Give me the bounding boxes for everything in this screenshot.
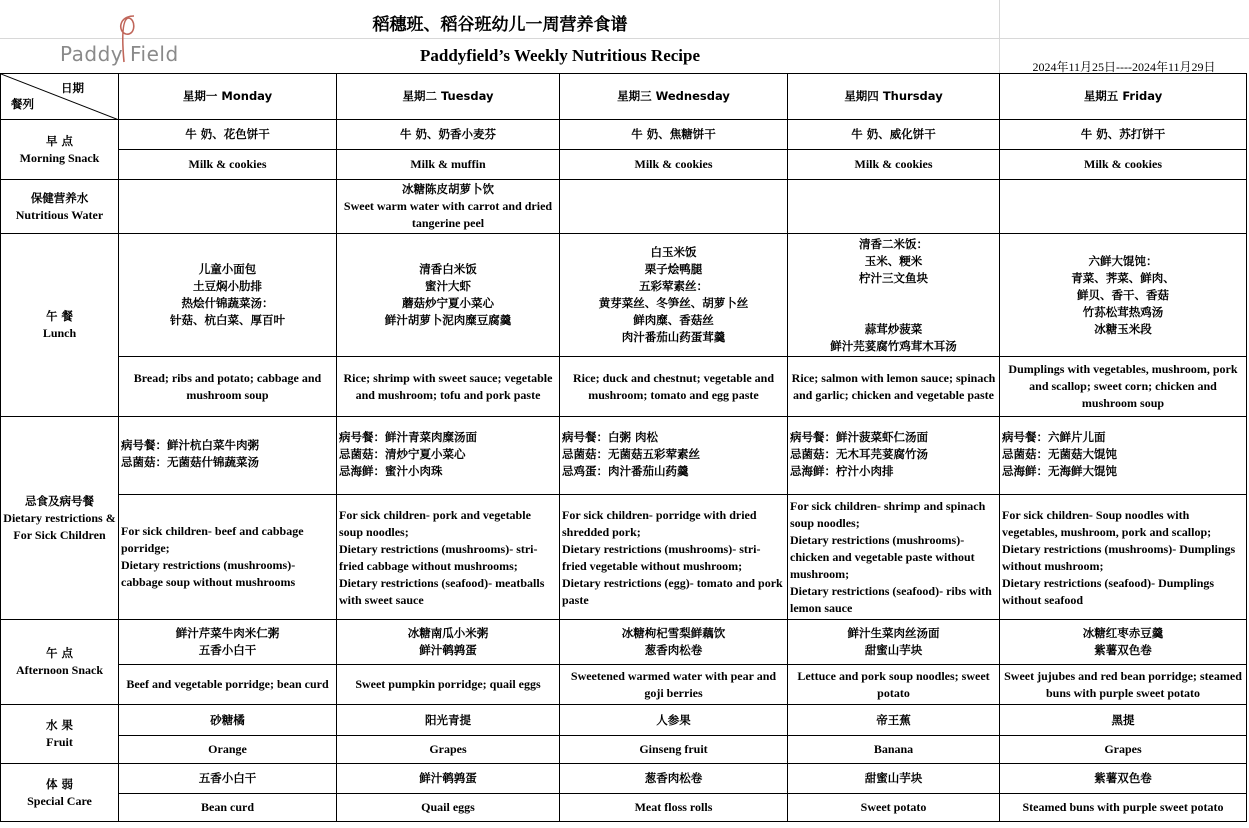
afternoon-en-fri: Sweet jujubes and red bean porridge; steamed buns with purple sweet potato [1000,665,1247,705]
care-cn-wed: 葱香肉松卷 [560,764,788,794]
water-wed [560,180,788,234]
afternoon-cn-wed-text: 冰糖枸杞雪梨鲜藕饮 葱香肉松卷 [621,626,726,657]
morning-cn-mon: 牛 奶、花色饼干 [119,120,337,150]
diet-cn-wed-text: 病号餐：白粥 肉松 忌菌菇：无菌菇五彩荤素丝 忌鸡蛋：肉汁番茄山药羹 [562,430,700,478]
lunch-cn-wed [560,234,788,357]
morning-snack-row-en [1,150,1247,180]
morning-en-mon: Milk & cookies [119,150,337,180]
lunch-en-tue: Rice; shrimp with sweet sauce; vegetable and mushroom; tofu and pork paste [337,357,560,417]
special-care-row-cn [1,764,1247,794]
fruit-en-thu: Banana [788,736,1000,764]
water-thu [788,180,1000,234]
lunch-cn-mon [119,234,337,357]
care-cn-mon: 五香小白干 [119,764,337,794]
diet-en-fri [1000,495,1247,620]
care-en-thu: Sweet potato [788,794,1000,822]
fruit-cn-tue: 阳光青提 [337,705,560,736]
care-cn-tue: 鲜汁鹌鹑蛋 [337,764,560,794]
meal-label-cn: 忌食及病号餐 [25,493,94,508]
nutritious-water-row [1,180,1247,234]
afternoon-cn-fri-text: 冰糖红枣赤豆羹 紫薯双色卷 [1082,626,1164,657]
meal-label-afternoon-snack [1,620,119,705]
diet-en-mon-text: For sick children- beef and cabbage porridge; Dietary restrictions (mushrooms)- cabbage soup without mushrooms [121,524,304,589]
corner-cell [1,74,119,120]
water-tue-cn: 冰糖陈皮胡萝卜饮 [402,182,494,196]
meal-label-fruit [1,705,119,764]
meal-label-en: Fruit [46,735,73,749]
afternoon-cn-tue-text: 冰糖南瓜小米粥 鲜汁鹌鹑蛋 [407,626,489,657]
lunch-cn-tue [337,234,560,357]
page-title-cn: 稻穗班、稻谷班幼儿一周营养食谱 [372,15,628,35]
water-mon [119,180,337,234]
day-header-row [1,74,1247,120]
afternoon-cn-thu [788,620,1000,665]
meal-label-cn: 水 果 [45,718,73,732]
lunch-en-mon: Bread; ribs and potato; cabbage and mushroom soup [119,357,337,417]
recipe-table [0,73,1247,822]
lunch-cn-tue-text: 清香白米饭 蜜汁大虾 蘑菇炒宁夏小菜心 鲜汁胡萝卜泥肉糜豆腐羹 [384,262,512,327]
afternoon-snack-row-en [1,665,1247,705]
morning-en-thu: Milk & cookies [788,150,1000,180]
care-cn-fri: 紫薯双色卷 [1000,764,1247,794]
day-header-wednesday: 星期三 Wednesday [560,74,788,120]
meal-label-dietary [1,417,119,620]
date-range: 2024年11月25日----2024年11月29日 [1032,60,1216,74]
lunch-cn-thu-text: 清香二米饭： 玉米、粳米 柠汁三文鱼块 蒜茸炒菠菜 鲜汁芫荽腐竹鸡茸木耳汤 [830,236,957,353]
day-header-monday: 星期一 Monday [119,74,337,120]
diet-row-en [1,495,1247,620]
page-title-en: Paddyfield’s Weekly Nutritious Recipe [419,46,701,65]
afternoon-cn-mon-text: 鲜汁芹菜牛肉米仁粥 五香小白干 [175,626,280,657]
fruit-cn-mon: 砂糖橘 [119,705,337,736]
meal-label-nutritious-water [1,180,119,234]
meal-label-morning-snack [1,120,119,180]
fruit-en-fri: Grapes [1000,736,1247,764]
meal-label-en: Dietary restrictions & For Sick Children [3,510,116,542]
afternoon-cn-fri [1000,620,1247,665]
morning-cn-thu: 牛 奶、威化饼干 [788,120,1000,150]
meal-label-cn: 午 餐 [45,309,73,323]
fruit-cn-wed: 人参果 [560,705,788,736]
meal-label-en: Special Care [27,793,92,808]
afternoon-cn-mon [119,620,337,665]
corner-meal-label: 餐列 [11,97,34,111]
afternoon-cn-thu-text: 鲜汁生菜肉丝汤面 甜蜜山芋块 [847,626,940,657]
morning-cn-tue: 牛 奶、奶香小麦芬 [337,120,560,150]
meal-label-special-care [1,764,119,822]
meal-label-cn: 体 弱 [45,776,73,791]
water-fri [1000,180,1247,234]
lunch-cn-mon-text: 儿童小面包 土豆焖小肋排 热烩什锦蔬菜汤： 针菇、杭白菜、厚百叶 [170,262,285,327]
lunch-row-en [1,357,1247,417]
fruit-en-tue: Grapes [337,736,560,764]
fruit-row-cn [1,705,1247,736]
day-header-friday: 星期五 Friday [1000,74,1247,120]
lunch-cn-fri [1000,234,1247,357]
meal-label-en: Afternoon Snack [15,663,103,677]
afternoon-en-tue: Sweet pumpkin porridge; quail eggs [337,665,560,705]
day-header-thursday: 星期四 Thursday [788,74,1000,120]
diet-cn-tue-text: 病号餐：鲜汁青菜肉糜汤面 忌菌菇：清炒宁夏小菜心 忌海鲜：蜜汁小肉珠 [339,430,477,478]
morning-en-fri: Milk & cookies [1000,150,1247,180]
meal-label-lunch [1,234,119,417]
diet-cn-thu-text: 病号餐：鲜汁菠菜虾仁汤面 忌菌菇：无木耳芫荽腐竹汤 忌海鲜：柠汁小肉排 [790,430,928,478]
care-en-mon: Bean curd [119,794,337,822]
diet-en-thu-text: For sick children- shrimp and spinach soup noodles; Dietary restrictions (mushrooms)- chicken and vegetable paste without mushroom; Dietary restrictions (seafood)- ribs with lemon sauce [790,499,992,615]
lunch-en-thu: Rice; salmon with lemon sauce; spinach and garlic; chicken and vegetable paste [788,357,1000,417]
diet-en-mon [119,495,337,620]
diet-en-thu [788,495,1000,620]
care-cn-thu: 甜蜜山芋块 [788,764,1000,794]
lunch-cn-fri-text: 六鲜大馄饨： 青菜、荠菜、鲜肉、 鲜贝、香干、香菇 竹荪松茸热鸡汤 冰糖玉米段 [1071,253,1175,336]
header-gridline [0,38,1249,39]
day-header-tuesday: 星期二 Tuesday [337,74,560,120]
lunch-en-wed: Rice; duck and chestnut; vegetable and mushroom; tomato and egg paste [560,357,788,417]
afternoon-en-wed: Sweetened warmed water with pear and goji berries [560,665,788,705]
lunch-cn-wed-text: 白玉米饭 栗子烩鸭腿 五彩荤素丝： 黄芽菜丝、冬笋丝、胡萝卜丝 鲜肉糜、香菇丝 肉汁番茄山药蛋茸羹 [598,245,749,344]
care-en-wed: Meat floss rolls [560,794,788,822]
fruit-en-wed: Ginseng fruit [560,736,788,764]
meal-label-en: Nutritious Water [15,207,104,222]
logo-text: Paddy Field [60,42,179,66]
morning-en-wed: Milk & cookies [560,150,788,180]
afternoon-en-mon: Beef and vegetable porridge; bean curd [119,665,337,705]
diet-en-tue-text: For sick children- pork and vegetable soup noodles; Dietary restrictions (mushrooms)- stri-fried cabbage without mushrooms; Dietary restrictions (seafood)- meatballs with sweet sauce [339,508,545,607]
diet-cn-tue [337,417,560,495]
diet-cn-mon [119,417,337,495]
diet-cn-thu [788,417,1000,495]
water-tue [337,180,560,234]
fruit-cn-fri: 黑提 [1000,705,1247,736]
afternoon-en-thu: Lettuce and pork soup noodles; sweet potato [788,665,1000,705]
meal-label-cn: 午 点 [45,646,73,660]
meal-label-en: Morning Snack [19,150,100,165]
lunch-row-cn [1,234,1247,357]
diet-en-tue [337,495,560,620]
water-tue-en: Sweet warm water with carrot and dried tangerine peel [343,199,553,230]
afternoon-cn-wed [560,620,788,665]
diet-en-wed [560,495,788,620]
diet-en-fri-text: For sick children- Soup noodles with vegetables, mushroom, pork and scallop; Dietary restrictions (mushrooms)- Dumplings without mushroom; Dietary restrictions (seafood)- Dumplings without seafood [1002,508,1236,607]
diet-cn-wed [560,417,788,495]
morning-cn-wed: 牛 奶、焦糖饼干 [560,120,788,150]
special-care-row-en [1,794,1247,822]
morning-cn-fri: 牛 奶、苏打饼干 [1000,120,1247,150]
diet-cn-fri [1000,417,1247,495]
lunch-en-fri: Dumplings with vegetables, mushroom, pork and scallop; sweet corn; chicken and mushroom soup [1000,357,1247,417]
meal-label-cn: 早 点 [45,133,73,148]
diet-row-cn [1,417,1247,495]
fruit-cn-thu: 帝王蕉 [788,705,1000,736]
afternoon-snack-row-cn [1,620,1247,665]
care-en-tue: Quail eggs [337,794,560,822]
diet-cn-fri-text: 病号餐：六鲜片儿面 忌菌菇：无菌菇大馄饨 忌海鲜：无海鲜大馄饨 [1002,430,1117,478]
meal-label-en: Lunch [42,326,77,340]
diet-cn-mon-text: 病号餐：鲜汁杭白菜牛肉粥 忌菌菇：无菌菇什锦蔬菜汤 [121,438,259,469]
corner-date-label: 日期 [61,81,84,95]
diet-en-wed-text: For sick children- porridge with dried shredded pork; Dietary restrictions (mushrooms)- stri-fried vegetable without mushroom; Dietary restrictions (egg)- tomato and pork paste [562,508,783,607]
care-en-fri: Steamed buns with purple sweet potato [1000,794,1247,822]
fruit-row-en [1,736,1247,764]
meal-label-cn: 保健营养水 [30,190,89,205]
morning-en-tue: Milk & muffin [337,150,560,180]
morning-snack-row-cn [1,120,1247,150]
afternoon-cn-tue [337,620,560,665]
fruit-en-mon: Orange [119,736,337,764]
lunch-cn-thu [788,234,1000,357]
